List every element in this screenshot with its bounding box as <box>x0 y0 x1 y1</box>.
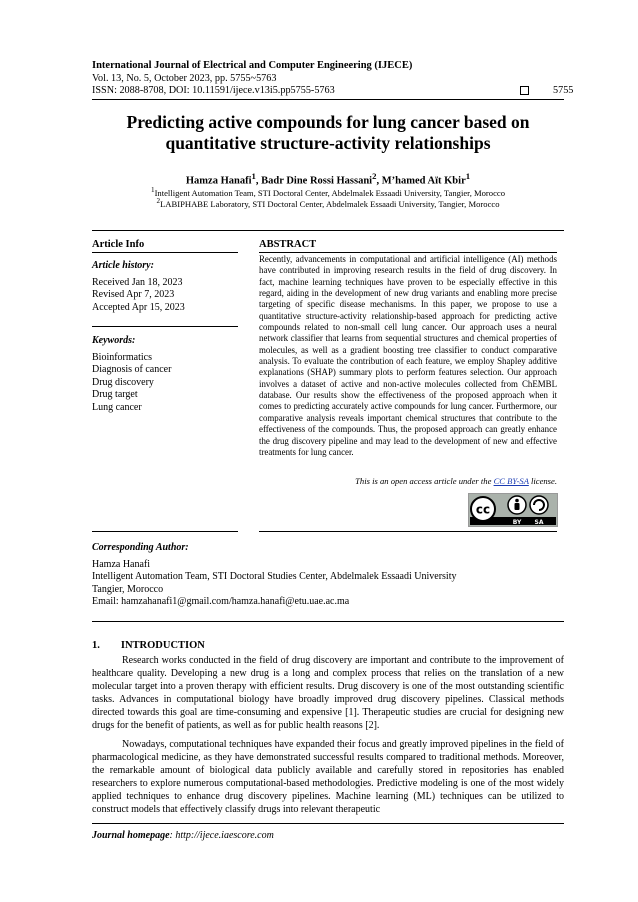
square-icon <box>520 86 529 95</box>
sa-label: SA <box>534 519 544 526</box>
revised-date: Revised Apr 7, 2023 <box>92 289 175 301</box>
sa-icon <box>530 496 548 514</box>
affiliation-2-sup: 2 <box>156 197 161 205</box>
footer-rule <box>92 823 564 824</box>
abstract-heading: ABSTRACT <box>259 239 317 250</box>
by-icon-body <box>515 503 520 510</box>
received-date: Received Jan 18, 2023 <box>92 277 183 288</box>
cc-license-badge[interactable] <box>468 493 558 527</box>
affiliation-1-sup: 1 <box>150 186 155 194</box>
author-3: M’hamed Aït Kbir <box>381 175 466 187</box>
license-line <box>259 476 557 486</box>
corresponding-affiliation: Intelligent Automation Team, STI Doctoral Studies Center, Abdelmalek Essaadi University <box>92 571 457 583</box>
introduction-heading: 1. INTRODUCTION <box>92 640 205 651</box>
cc-badge-svg <box>469 494 557 526</box>
affiliation-2-text: LABIPHABE Laboratory, STI Doctoral Center, Abdelmalek Essaadi University, Tangier, Morocco <box>160 198 500 209</box>
keyword-item: Drug discovery <box>92 376 154 388</box>
title-line-1: Predicting active compounds for lung cancer based on <box>126 112 530 132</box>
license-prefix: This is an open access article under the <box>355 476 494 486</box>
author-1-sup: 1 <box>251 171 256 181</box>
cc-icon-text: cc <box>475 502 491 517</box>
by-label: BY <box>512 519 522 526</box>
intro-paragraph-2: Nowadays, computational techniques have expanded their focus and greatly improved pipelines in the field of pharmacological medicine, as they have demonstrated successful results compared to traditional methods. Moreover, the remarkable amount of biological data publicly available and carefully stored in repositories has enabled researchers to explore numerous computational-based methodologies. Predictive modeling is one of the most widely applied techniques to enhance drug discovery pipelines. Machine learning (ML) techniques can be utilized to construct models that effectively classify drugs into relevant therapeutic <box>92 739 564 816</box>
keyword-item: Drug target <box>92 389 138 401</box>
accepted-date: Accepted Apr 15, 2023 <box>92 301 185 313</box>
abstract-text: Recently, advancements in computational and artificial intelligence (AI) methods have contributed in improving research results in the field of drug discovery. In fact, machine learning techniques have proven to be especially effective in this regard, aiding in the development of new drug variants and enabling more precise targeting of specific disease mechanisms. In this paper, we propose to use a quantitative structure-activity relationship-based approach for predicting active compounds related to non-small cell lung cancer. Our approach uses a neural network classifier that learns from sequential structures and chemical properties of molecules, as well as a gradient boosting tree classifier to conduct comparative analysis. To evaluate the contribution of each feature, we employ Shapley additive explanations (SHAP) summary plots to perform features selection. Our approach involves a dataset of active and non-active molecules collected from ChEMBL database. Our results show the effectiveness of the proposed approach when it comes to predicting accurately active compounds for lung cancer. Furthermore, our comparative analysis reveals important chemical structures that contribute to the effectiveness of the compounds. Thus, the proposed approach can greatly enhance the drug discovery pipeline and may lead to the development of new and effective treatments for lung cancer. <box>259 254 557 457</box>
intro-paragraph-1: Research works conducted in the field of drug discovery are important and contribute to the improvement of healthcare quality. Developing a new drug is a long and complex process that relies on the translation of a new molecular target into a proven therapy with efficient results. Drug discovery is one of the most outstanding scientific tasks. Advances in computational biology have broadly improved drug discovery pipelines. Classical methods directed towards this goal are time-consuming and expensive [1]. Therapeutic studies are crucial for designing new drugs for the benefit of patients, as well as for public health reasons [2]. <box>92 655 564 732</box>
affiliation-2 <box>92 196 564 210</box>
keyword-item: Lung cancer <box>92 401 142 413</box>
corresponding-heading: Corresponding Author: <box>92 542 189 553</box>
journal-homepage-link[interactable]: : http://ijece.iaescore.com <box>169 830 274 841</box>
page-number: 5755 <box>553 85 574 96</box>
author-3-sup: 1 <box>465 171 471 181</box>
by-icon-head <box>515 499 519 503</box>
info-rule-3 <box>92 531 238 532</box>
author-2-sup: 2 <box>372 171 377 181</box>
keyword-item: Bioinformatics <box>92 352 152 363</box>
footer-label: Journal homepage <box>92 830 170 841</box>
corresponding-email: Email: hamzahanafi1@gmail.com/hamza.hanafi@etu.uae.ac.ma <box>92 596 350 608</box>
top-rule <box>92 230 564 231</box>
affiliation-1-text: Intelligent Automation Team, STI Doctoral Center, Abdelmalek Essaadi University, Tangier, Morocco <box>154 187 506 198</box>
cc-by-sa-link[interactable]: CC BY-SA <box>493 476 529 486</box>
author-list: Hamza Hanafi$^1$, Badr Dine Rossi Hassani$^2$, M’hamed Aït Kbir$^1$ <box>185 171 471 187</box>
info-rule-1 <box>92 252 238 253</box>
corresponding-rule <box>92 621 564 622</box>
keywords-heading: Keywords: <box>92 335 136 346</box>
corresponding-name: Hamza Hanafi <box>92 559 151 570</box>
author-1: Hamza Hanafi <box>185 175 252 187</box>
issn-line: ISSN: 2088-8708, DOI: 10.11591/ijece.v13i5.pp5755-5763 <box>92 85 335 96</box>
article-info-heading: Article Info <box>92 239 145 250</box>
author-2: Badr Dine Rossi Hassani <box>261 175 373 187</box>
keyword-item: Diagnosis of cancer <box>92 364 172 376</box>
journal-name: International Journal of Electrical and Computer Engineering (IJECE) <box>92 60 413 71</box>
history-list <box>92 277 185 314</box>
corresponding-location: Tangier, Morocco <box>92 583 164 595</box>
paper-title <box>92 112 564 154</box>
title-line-2: quantitative structure-activity relationships <box>165 133 491 153</box>
history-heading: Article history: <box>92 260 154 271</box>
abstract-rule-bottom <box>259 531 557 532</box>
page-number-group <box>520 85 573 96</box>
keyword-list <box>92 352 171 414</box>
corresponding-block <box>92 559 564 609</box>
abstract-rule-top <box>259 252 557 253</box>
volume-line: Vol. 13, No. 5, October 2023, pp. 5755~5763 <box>92 73 277 84</box>
footer <box>92 830 274 841</box>
header-rule <box>92 99 564 100</box>
license-suffix: license. <box>528 476 557 486</box>
info-rule-2 <box>92 326 238 327</box>
